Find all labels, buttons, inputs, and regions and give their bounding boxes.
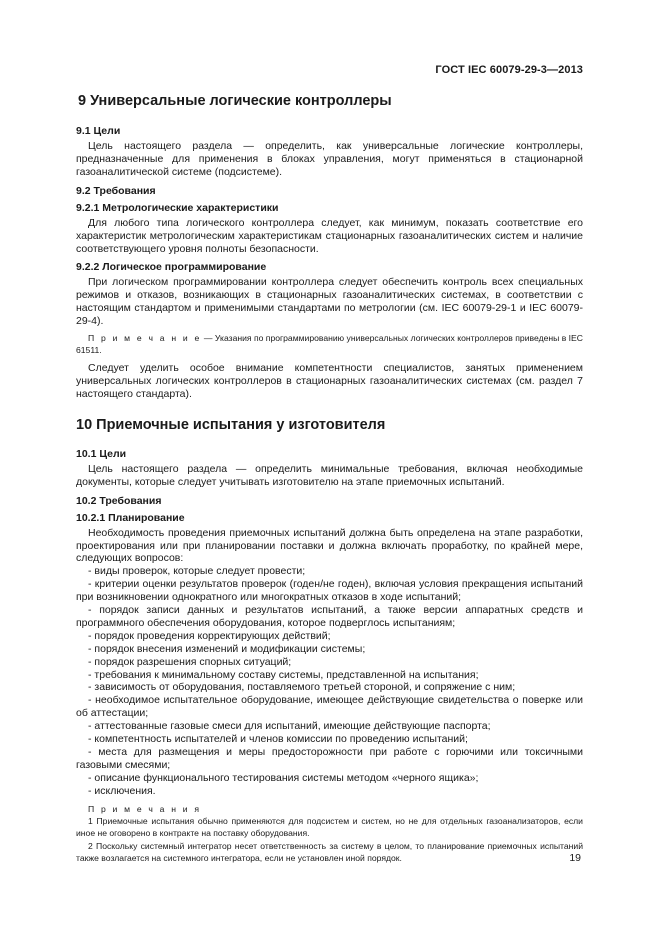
list-item: - необходимое испытательное оборудование, имеющее действующие свидетельства о поверке или об аттестации; bbox=[76, 694, 583, 720]
note-label: П р и м е ч а н и е bbox=[88, 333, 202, 344]
section-9-heading: 9 Универсальные логические контроллеры bbox=[78, 93, 392, 109]
section-10-2-1-heading: 10.2.1 Планирование bbox=[76, 511, 185, 524]
list-item: - аттестованные газовые смеси для испытаний, имеющие действующие паспорта; bbox=[88, 720, 491, 733]
section-10-heading: 10 Приемочные испытания у изготовителя bbox=[76, 416, 386, 433]
section-10-2-heading: 10.2 Требования bbox=[76, 494, 162, 507]
note-text: — Указания по программированию универсальных логических контроллеров приведены в IEC 61511. bbox=[76, 333, 583, 355]
list-item: - порядок внесения изменений и модификации системы; bbox=[88, 642, 366, 655]
list-item: - исключения. bbox=[88, 784, 156, 797]
list-item: - зависимость от оборудования, поставляемого третьей стороной, и сопряжение с ним; bbox=[88, 681, 516, 694]
section-9-2-2-text: При логическом программировании контроллера следует обеспечить контроль всех специальных режимов и отказов, возникающих в стационарных газоаналитических системах, в соответствии с настоящим стандартом и применимыми стандартами по метрологии (см. IEC 60079-29-1 и IEC 60079-29-4). bbox=[76, 276, 583, 328]
note-2: 2 Поскольку системный интегратор несет ответственность за систему в целом, то планирование приемочных испытаний также возлагается на системного интегратора, если не установлен иной порядок. bbox=[76, 841, 583, 863]
section-9-2-1-heading: 9.2.1 Метрологические характеристики bbox=[76, 201, 279, 214]
list-item: - описание функционального тестирования системы методом «черного ящика»; bbox=[88, 771, 479, 784]
section-10-1-heading: 10.1 Цели bbox=[76, 447, 127, 460]
list-item: - порядок разрешения спорных ситуаций; bbox=[88, 655, 292, 668]
page-content bbox=[76, 92, 583, 864]
list-item: - виды проверок, которые следует провести; bbox=[88, 565, 306, 578]
note-1: 1 Приемочные испытания обычно применяются для подсистем и систем, но не для отдельных газоанализаторов, если иное не оговорено в контракте на поставку оборудования. bbox=[76, 816, 583, 838]
list-item: - порядок записи данных и результатов испытаний, а также версии аппаратных средств и программного обеспечения оборудования, которое подверглось испытаниям; bbox=[76, 604, 583, 629]
list-item: - требования к минимальному составу системы, представленной на испытания; bbox=[88, 668, 479, 681]
section-9-2-2-heading: 9.2.2 Логическое программирование bbox=[76, 261, 267, 274]
section-9-2-1-text: Для любого типа логического контроллера следует, как минимум, показать соответствие его характеристик метрологическим характеристикам стационарных газоаналитических систем и наличие соответствующего уровня полноты безопасности. bbox=[76, 216, 583, 255]
section-10-1-text: Цель настоящего раздела — определить минимальные требования, включая необходимые документы, которые следует учитывать изготовителю на этапе приемочных испытаний. bbox=[76, 462, 583, 488]
section-9-1-text: Цель настоящего раздела — определить, как универсальные логические контроллеры, предназначенные для применения в блоках управления, могут применяться в стационарной газоаналитической системе (подсистеме). bbox=[76, 140, 583, 178]
standard-designation: ГОСТ IEC 60079-29-3—2013 bbox=[435, 64, 583, 76]
list-item: - критерии оценки результатов проверок (годен/не годен), включая условия прекращения испытаний при возникновении однократного или многократных отказов в ходе испытаний; bbox=[76, 578, 583, 604]
list-item: - порядок проведения корректирующих действий; bbox=[88, 629, 331, 642]
notes-label: П р и м е ч а н и я bbox=[88, 803, 202, 814]
page-number: 19 bbox=[569, 852, 581, 864]
list-item: - места для размещения и меры предосторожности при работе с горючими или токсичными газовыми смесями; bbox=[76, 746, 583, 771]
section-9-2-2-note bbox=[76, 333, 583, 356]
section-9-2-heading: 9.2 Требования bbox=[76, 184, 156, 197]
section-9-2-2-text-2: Следует уделить особое внимание компетентности специалистов, занятых применением универсальных логических контроллеров в стационарных газоаналитических системах (см. раздел 7 настоящего стандарта). bbox=[76, 362, 583, 400]
section-9-1-heading: 9.1 Цели bbox=[76, 125, 121, 137]
requirements-list bbox=[76, 565, 583, 797]
list-item: - компетентность испытателей и членов комиссии по проведению испытаний; bbox=[88, 733, 468, 746]
section-10-2-1-text: Необходимость проведения приемочных испытаний должна быть определена на этапе разработки, проектирования или при планировании поставки и должна включать проработку, по крайней мере, следующих вопросов: bbox=[76, 526, 583, 565]
